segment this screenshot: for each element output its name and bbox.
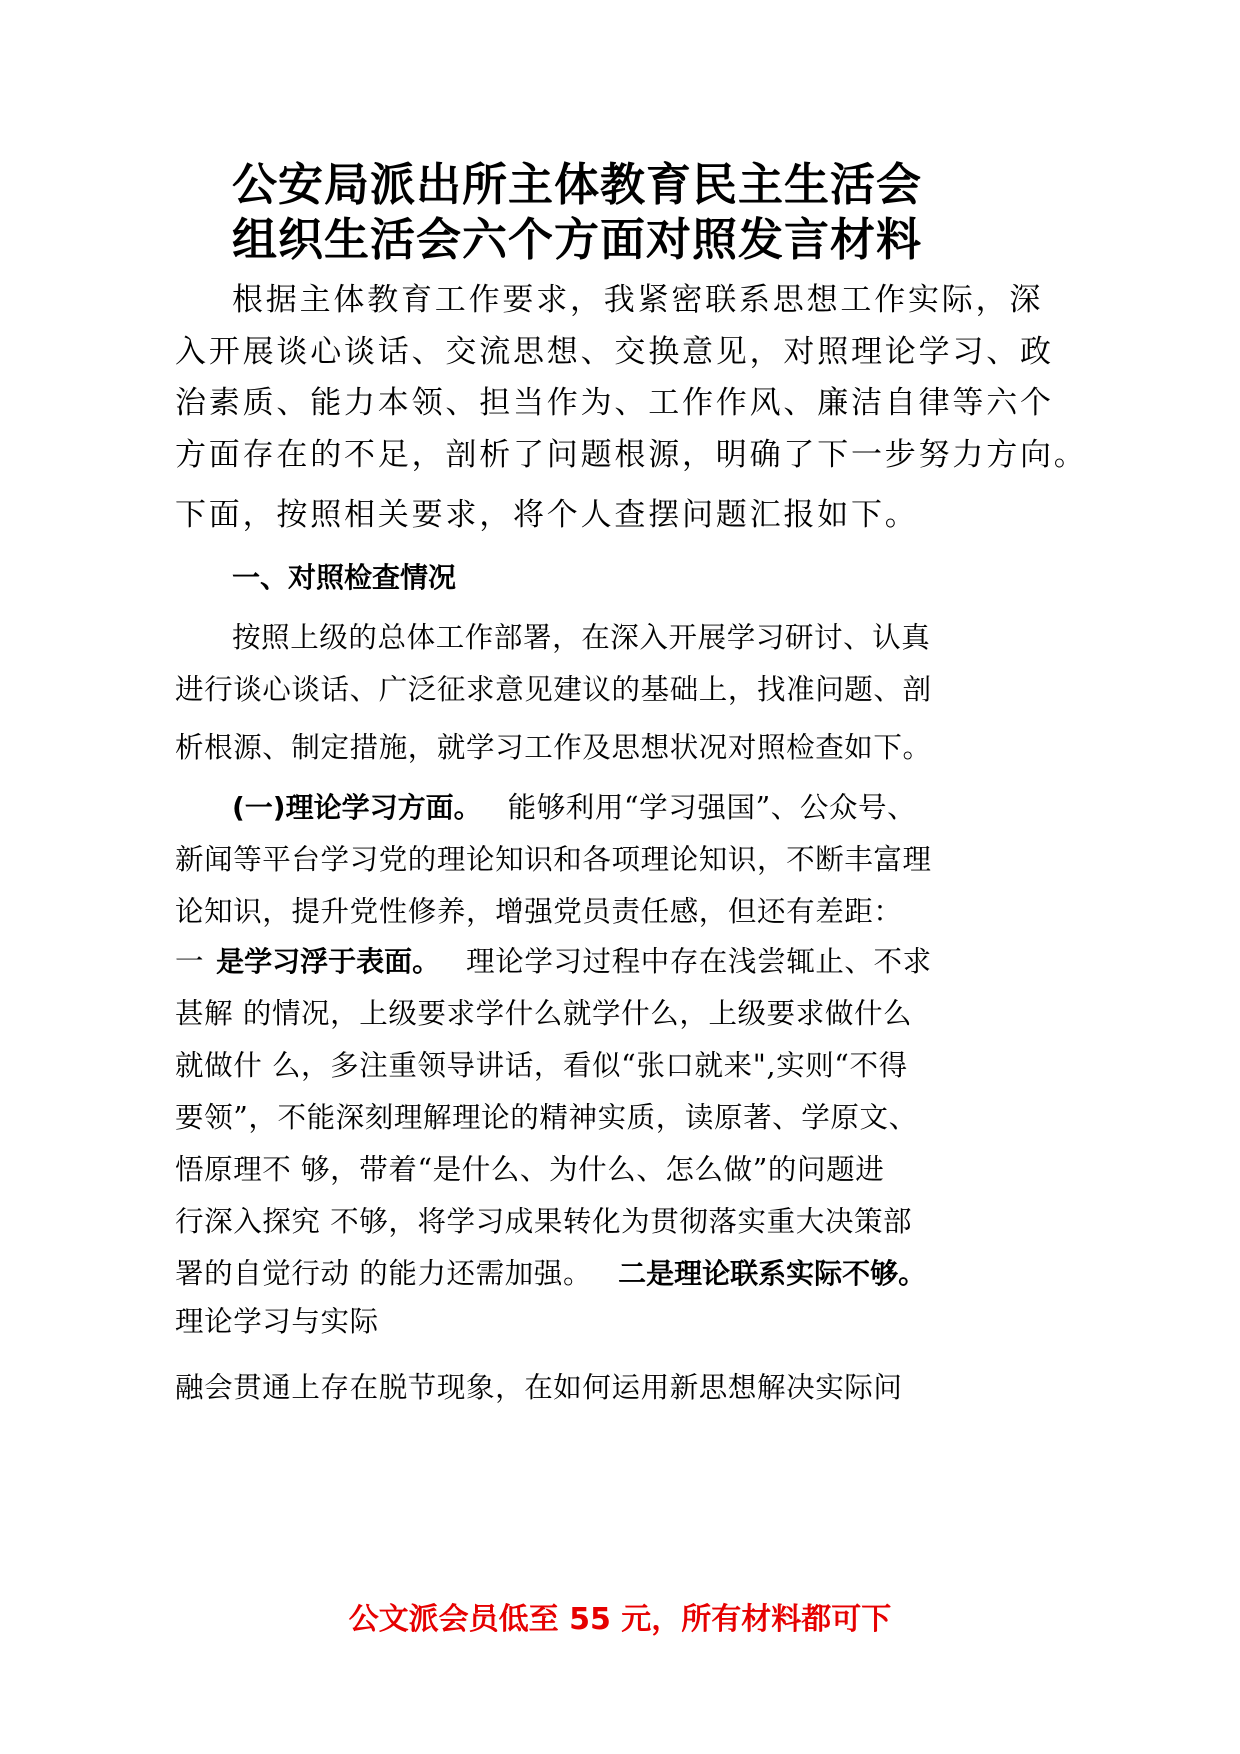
point-first-line bbox=[175, 942, 932, 982]
intro-line: 治素质、能力本领、担当作为、工作作风、廉洁自律等六个 bbox=[175, 385, 1054, 421]
point-heading: 是学习浮于表面。 bbox=[216, 945, 441, 978]
intro-line: 入开展谈心谈话、交流思想、交换意见，对照理论学习、政 bbox=[175, 334, 1054, 370]
body-line: 就做什 么，多注重领导讲话，看似“张口就来",实则“不得 bbox=[175, 1049, 908, 1082]
point-number: 一 bbox=[175, 945, 205, 978]
body-line: 进行谈心谈话、广泛征求意见建议的基础上，找准问题、剖 bbox=[175, 673, 932, 706]
body-line: 析根源、制定措施，就学习工作及思想状况对照检查如下。 bbox=[175, 731, 932, 764]
body-line: 甚解 的情况，上级要求学什么就学什么，上级要求做什么 bbox=[175, 997, 913, 1030]
body-line: 理论学习与实际 bbox=[175, 1305, 379, 1338]
point-heading: 二是理论联系实际不够。 bbox=[618, 1257, 927, 1290]
body-line: 融会贯通上存在脱节现象，在如何运用新思想解决实际问 bbox=[175, 1371, 903, 1404]
point-transition-line bbox=[175, 1254, 926, 1294]
subsection-first-line bbox=[232, 788, 916, 828]
footer-promo: 公文派会员低至 55 元，所有材料都可下 bbox=[348, 1602, 892, 1637]
document-title-line-1: 公安局派出所主体教育民主生活会 bbox=[232, 158, 923, 211]
body-line: 要领”，不能深刻理解理论的精神实质，读原著、学原文、 bbox=[175, 1101, 918, 1134]
body-text: 能够利用“学习强国”、公众号、 bbox=[507, 791, 917, 824]
section-heading: 一、对照检查情况 bbox=[232, 561, 457, 594]
body-line: 行深入探究 不够，将学习成果转化为贯彻落实重大决策部 bbox=[175, 1205, 913, 1238]
body-line: 论知识，提升党性修养，增强党员责任感，但还有差距： bbox=[175, 895, 903, 928]
intro-line: 根据主体教育工作要求，我紧密联系思想工作实际，深 bbox=[232, 282, 1044, 318]
document-title-line-2: 组织生活会六个方面对照发言材料 bbox=[232, 213, 923, 266]
body-line: 按照上级的总体工作部署，在深入开展学习研讨、认真 bbox=[232, 621, 931, 654]
intro-line: 方面存在的不足，剖析了问题根源，明确了下一步努力方向。 bbox=[175, 437, 1088, 473]
intro-line: 下面，按照相关要求，将个人查摆问题汇报如下。 bbox=[175, 497, 919, 533]
body-line: 新闻等平台学习党的理论知识和各项理论知识，不断丰富理 bbox=[175, 843, 932, 876]
subsection-heading: (一)理论学习方面。 bbox=[232, 791, 482, 824]
body-text: 理论学习过程中存在浅尝辄止、不求 bbox=[466, 945, 932, 978]
body-line: 悟原理不 够，带着“是什么、为什么、怎么做”的问题进 bbox=[175, 1153, 885, 1186]
body-text: 署的自觉行动 的能力还需加强。 bbox=[175, 1257, 593, 1290]
